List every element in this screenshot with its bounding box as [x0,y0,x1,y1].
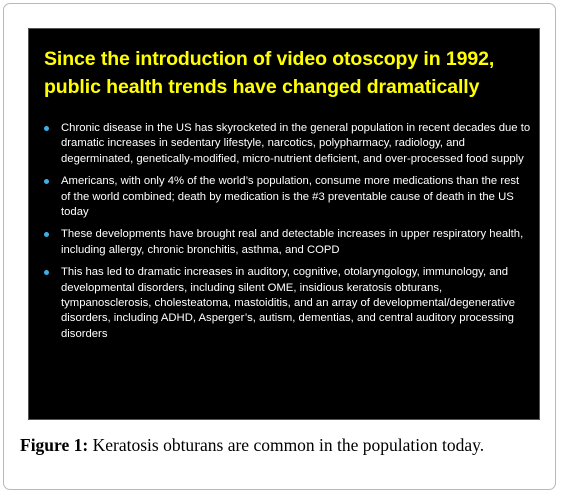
bullet-list [43,121,531,349]
figure-frame [3,3,556,490]
bullet-dot-icon [44,232,49,237]
bullet-dot-icon [44,179,49,184]
presentation-slide [28,28,540,420]
caption-text: Keratosis obturans are common in the population today. [88,435,485,455]
bullet-text: Americans, with only 4% of the world’s population, consume more medications than the rest of the world combined; death by medication is the #3 preventable cause of death in the US today [61,175,520,219]
caption-label: Figure 1: [20,435,89,455]
bullet-item [43,121,531,167]
bullet-item [43,227,531,258]
bullet-dot-icon [44,270,49,275]
bullet-item [43,174,531,220]
bullet-item [43,265,531,342]
figure-caption [20,434,550,456]
bullet-dot-icon [44,126,49,131]
bullet-text: This has led to dramatic increases in auditory, cognitive, otolaryngology, immunology, and developmental disorders, including silent OME, insidious keratosis obturans, tympanosclerosis, cholesteatoma, mastoiditis, and an array of developmental/degenerative disorders, including ADHD, Asperger’s, autism, dementias, and central auditory processing disorders [61,266,516,340]
slide-title: Since the introduction of video otoscopy in 1992, public health trends have changed dramatically [44,48,495,98]
bullet-text: Chronic disease in the US has skyrocketed in the general population in recent decades due to dramatic increases in sedentary lifestyle, narcotics, polypharmacy, radiology, and degerminated, genetically-modified, micro-nutrient deficient, and over-processed food supply [61,122,531,165]
bullet-text: These developments have brought real and detectable increases in upper respiratory health, including allergy, chronic bronchitis, asthma, and COPD [61,228,524,256]
